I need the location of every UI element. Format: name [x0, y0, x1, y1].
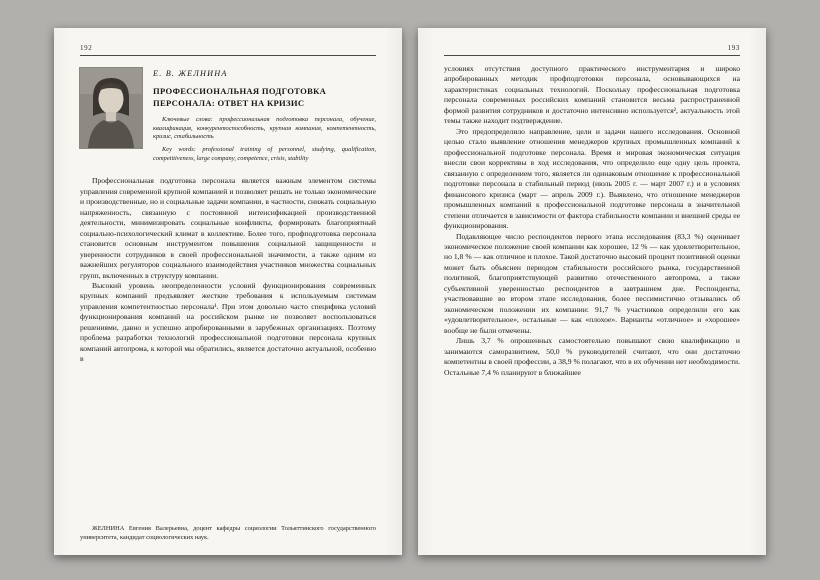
- author-block: [80, 68, 376, 168]
- page-left: [54, 28, 402, 555]
- paragraph: Подавляющее число респондентов первого этапа исследования (83,3 %) оценивает экономическое положение своей компании как хорошее, 12 % — как удовлетворительное, но 1,8 % — как отличное и плохое. Такой достаточно высокий процент позитивной оценки может быть объяснен периодом стабильности российского рынка, государственной политикой, благоприятствующей развитию отечественного автопрома, а также субъективной уверенностью респондентов в завтрашнем дне. Респонденты, участвовавшие во втором этапе исследования, более пессимистично отзывались об экономическом положении их компании: 91,7 % участников определили его как «удовлетворительное», остальные — как «плохое». Варианты «отличное» и «хорошее» вообще не были отмечены.: [444, 231, 740, 335]
- paragraph: Профессиональная подготовка персонала является важным элементом системы управления современной крупной компанией и позволяет решать не только экономические и производственные, но и социальные задачи компании, в частности, снижать социальную напряженность, связанную с постоянной интенсификацией производственной деятельности, минимизировать социальные конфликты, формировать благоприятный социально-психологический климат в коллективе. Более того, профподготовка персонала становится основным инструментом повышения социальной защищенности и уверенности сотрудников в своей профессиональной значимости, а также одним из важнейших регуляторов социального взаимодействия участников множества социальных групп, включенных в структуру компании.: [80, 176, 376, 280]
- paragraph-continuation: условиях отсутствия доступного практического инструментария и широко апробированных методик профподготовки персонала, основывающихся на характеристиках социальных технологий. Поскольку профессиональная подготовка персонала современных российских компаний становится весьма распространенной формой развития сотрудников и достаточно интенсивно используется², актуальность этой темы также находит подтверждение.: [444, 64, 740, 126]
- article-title: ПРОФЕССИОНАЛЬНАЯ ПОДГОТОВКА ПЕРСОНАЛА: ОТВЕТ НА КРИЗИС: [153, 86, 327, 109]
- article-body-right: [444, 64, 740, 378]
- author-portrait-graphic: [80, 68, 142, 148]
- paragraph: Высокий уровень неопределенности условий функционирования современных крупных компаний предъявляет жесткие требования к используемым системам управления компетентностью персонала¹. При этом довольно часто специфика условий функционирования компаний на российском рынке не позволяет воспользоваться решениями, давно и успешно апробированными в зарубежных организациях. Поэтому проблема разработки технологий профессиональной подготовки персонала крупных компаний автопрома, к которой мы обратились, является достаточно актуальной, особенно в: [80, 281, 376, 364]
- keywords-russian: Ключевые слова: профессиональная подготовка персонала, обучение, квалификация, конкурентоспособность, крупная компания, компетентность, кризис, стабильность: [153, 116, 376, 140]
- paragraph: Лишь 3,7 % опрошенных самостоятельно повышают свою квалификацию и занимаются саморазвитием, 50,0 % руководителей считают, что они достаточно компетентны в своей профессии, а 38,9 % полагают, что в их обучении нет необходимости. Остальные 7,4 % планируют в ближайшее: [444, 336, 740, 377]
- page-header-right: [444, 44, 740, 56]
- keywords-english: Key words: professional training of personnel, studying, qualification, competitiveness, large company, competence, crisis, stability: [153, 146, 376, 162]
- page-number-left: 192: [80, 44, 93, 52]
- page-number-right: 193: [727, 44, 740, 52]
- author-meta: [153, 68, 376, 168]
- paragraph: Это предопределило направление, цели и задачи нашего исследования. Основной целью стало выявление отношения менеджеров крупных промышленных компаний к профессиональной подготовке персонала. Время и мировая экономическая ситуация внесли свои коррективы в ход исследования, что определило еще одну цель проекта, связанную с определением того, является ли одинаковым отношение к профессиональной подготовке персонала в стабильный период (июль 2005 г. — март 2007 г.) и в условиях финансового кризиса (март — апрель 2009 г.). Выявлено, что отношение менеджеров промышленных компаний к профессиональной подготовке персонала в значительной степени отличается в зависимости от фактора стабильности компании и внешней среды ее функционирования.: [444, 126, 740, 231]
- author-name: Е. В. ЖЕЛНИНА: [153, 69, 228, 78]
- article-body-left: [80, 176, 376, 364]
- author-photo: [80, 68, 142, 148]
- page-right: [418, 28, 766, 555]
- author-footnote: ЖЕЛНИНА Евгения Валерьевна, доцент кафедры социологии Тольяттинского государственного университета, кандидат социологических наук.: [80, 525, 376, 541]
- page-header-left: [80, 44, 376, 56]
